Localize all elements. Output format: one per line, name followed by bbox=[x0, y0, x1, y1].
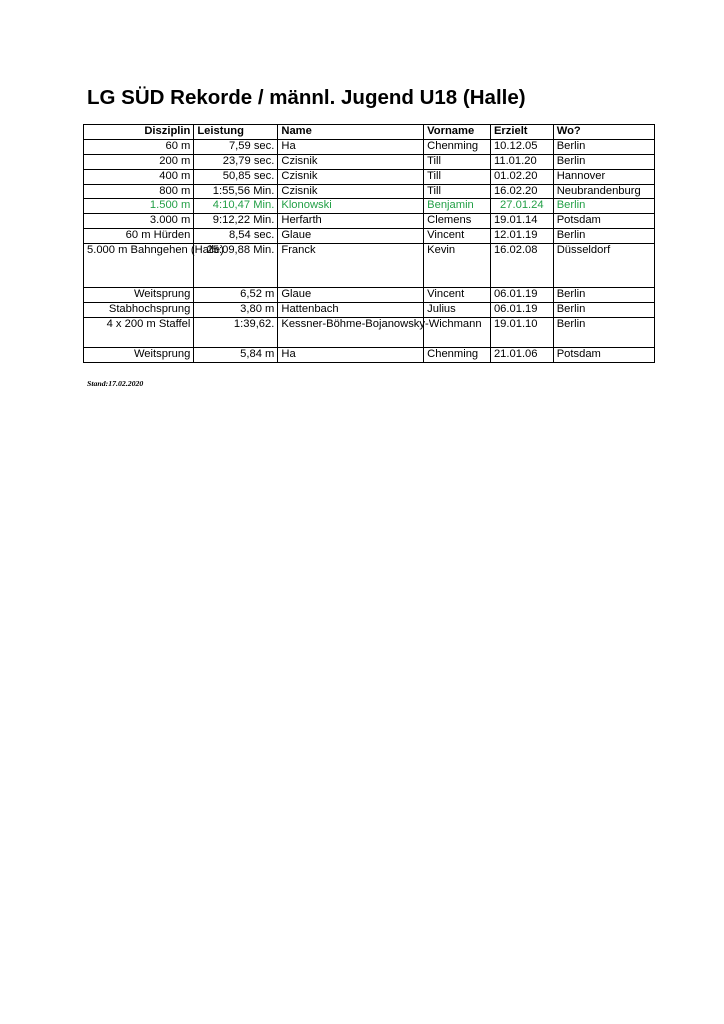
header-disziplin: Disziplin bbox=[84, 125, 194, 140]
cell-name: Czisnik bbox=[278, 184, 424, 199]
cell-leistung: 25:09,88 Min. bbox=[194, 244, 278, 288]
table-row bbox=[84, 214, 655, 229]
cell-leistung: 9:12,22 Min. bbox=[194, 214, 278, 229]
cell-name: Czisnik bbox=[278, 154, 424, 169]
cell-leistung: 6,52 m bbox=[194, 288, 278, 303]
cell-erzielt: 06.01.19 bbox=[490, 303, 553, 318]
cell-leistung: 3,80 m bbox=[194, 303, 278, 318]
cell-wo: Berlin bbox=[553, 303, 654, 318]
cell-leistung: 8,54 sec. bbox=[194, 229, 278, 244]
cell-disziplin: 60 m Hürden bbox=[84, 229, 194, 244]
cell-disziplin: 60 m bbox=[84, 139, 194, 154]
cell-name: Glaue bbox=[278, 229, 424, 244]
cell-leistung: 1:39,62. bbox=[194, 317, 278, 347]
cell-erzielt: 12.01.19 bbox=[490, 229, 553, 244]
cell-leistung: 1:55,56 Min. bbox=[194, 184, 278, 199]
cell-vorname: Chenming bbox=[424, 139, 491, 154]
cell-erzielt: 16.02.08 bbox=[490, 244, 553, 288]
cell-erzielt: 19.01.10 bbox=[490, 317, 553, 347]
cell-disziplin: 5.000 m Bahngehen (Halle) bbox=[84, 244, 194, 288]
cell-leistung: 23,79 sec. bbox=[194, 154, 278, 169]
cell-erzielt: 16.02.20 bbox=[490, 184, 553, 199]
cell-wo: Potsdam bbox=[553, 214, 654, 229]
cell-name: Glaue bbox=[278, 288, 424, 303]
table-row bbox=[84, 303, 655, 318]
cell-name: Franck bbox=[278, 244, 424, 288]
cell-wo: Potsdam bbox=[553, 347, 654, 362]
header-erzielt: Erzielt bbox=[490, 125, 553, 140]
cell-vorname: Julius bbox=[424, 303, 491, 318]
cell-erzielt: 01.02.20 bbox=[490, 169, 553, 184]
table-header-row bbox=[84, 125, 655, 140]
cell-disziplin: 3.000 m bbox=[84, 214, 194, 229]
cell-wo: Berlin bbox=[553, 229, 654, 244]
cell-vorname: Till bbox=[424, 169, 491, 184]
cell-name: Kessner-Böhme-Bojanowsky-Wichmann bbox=[278, 317, 424, 347]
cell-erzielt: 19.01.14 bbox=[490, 214, 553, 229]
cell-vorname: Benjamin bbox=[424, 199, 491, 214]
cell-disziplin: 800 m bbox=[84, 184, 194, 199]
table-row bbox=[84, 169, 655, 184]
table-row bbox=[84, 317, 655, 347]
header-vorname: Vorname bbox=[424, 125, 491, 140]
cell-vorname: Chenming bbox=[424, 347, 491, 362]
cell-vorname: Vincent bbox=[424, 229, 491, 244]
cell-leistung: 4:10,47 Min. bbox=[194, 199, 278, 214]
cell-disziplin: Weitsprung bbox=[84, 288, 194, 303]
cell-name: Ha bbox=[278, 347, 424, 362]
cell-wo: Berlin bbox=[553, 154, 654, 169]
cell-name: Czisnik bbox=[278, 169, 424, 184]
cell-erzielt: 21.01.06 bbox=[490, 347, 553, 362]
cell-name: Ha bbox=[278, 139, 424, 154]
header-name: Name bbox=[278, 125, 424, 140]
cell-leistung: 7,59 sec. bbox=[194, 139, 278, 154]
cell-wo: Berlin bbox=[553, 317, 654, 347]
cell-disziplin: 400 m bbox=[84, 169, 194, 184]
cell-wo: Berlin bbox=[553, 199, 654, 214]
cell-name: Klonowski bbox=[278, 199, 424, 214]
table-row bbox=[84, 139, 655, 154]
cell-vorname: Kevin bbox=[424, 244, 491, 288]
cell-erzielt: 27.01.24 bbox=[490, 199, 553, 214]
header-wo: Wo? bbox=[553, 125, 654, 140]
table-row bbox=[84, 154, 655, 169]
cell-wo: Hannover bbox=[553, 169, 654, 184]
cell-wo: Berlin bbox=[553, 288, 654, 303]
cell-disziplin: 200 m bbox=[84, 154, 194, 169]
cell-erzielt: 11.01.20 bbox=[490, 154, 553, 169]
cell-disziplin: Stabhochsprung bbox=[84, 303, 194, 318]
table-row bbox=[84, 184, 655, 199]
cell-vorname: Till bbox=[424, 184, 491, 199]
cell-vorname: Till bbox=[424, 154, 491, 169]
cell-disziplin: 4 x 200 m Staffel bbox=[84, 317, 194, 347]
stand-date: Stand:17.02.2020 bbox=[87, 379, 144, 388]
cell-disziplin: Weitsprung bbox=[84, 347, 194, 362]
cell-wo: Berlin bbox=[553, 139, 654, 154]
cell-vorname: Clemens bbox=[424, 214, 491, 229]
cell-erzielt: 06.01.19 bbox=[490, 288, 553, 303]
records-table bbox=[83, 124, 655, 363]
cell-leistung: 5,84 m bbox=[194, 347, 278, 362]
cell-wo: Neubrandenburg bbox=[553, 184, 654, 199]
cell-vorname: Vincent bbox=[424, 288, 491, 303]
table-row bbox=[84, 229, 655, 244]
table-row bbox=[84, 244, 655, 288]
cell-wo: Düsseldorf bbox=[553, 244, 654, 288]
cell-name: Hattenbach bbox=[278, 303, 424, 318]
table-row bbox=[84, 288, 655, 303]
cell-erzielt: 10.12.05 bbox=[490, 139, 553, 154]
cell-name: Herfarth bbox=[278, 214, 424, 229]
page-title: LG SÜD Rekorde / männl. Jugend U18 (Halle) bbox=[87, 86, 526, 109]
header-leistung: Leistung bbox=[194, 125, 278, 140]
table-row-highlighted bbox=[84, 199, 655, 214]
cell-leistung: 50,85 sec. bbox=[194, 169, 278, 184]
table-row bbox=[84, 347, 655, 362]
cell-disziplin: 1.500 m bbox=[84, 199, 194, 214]
